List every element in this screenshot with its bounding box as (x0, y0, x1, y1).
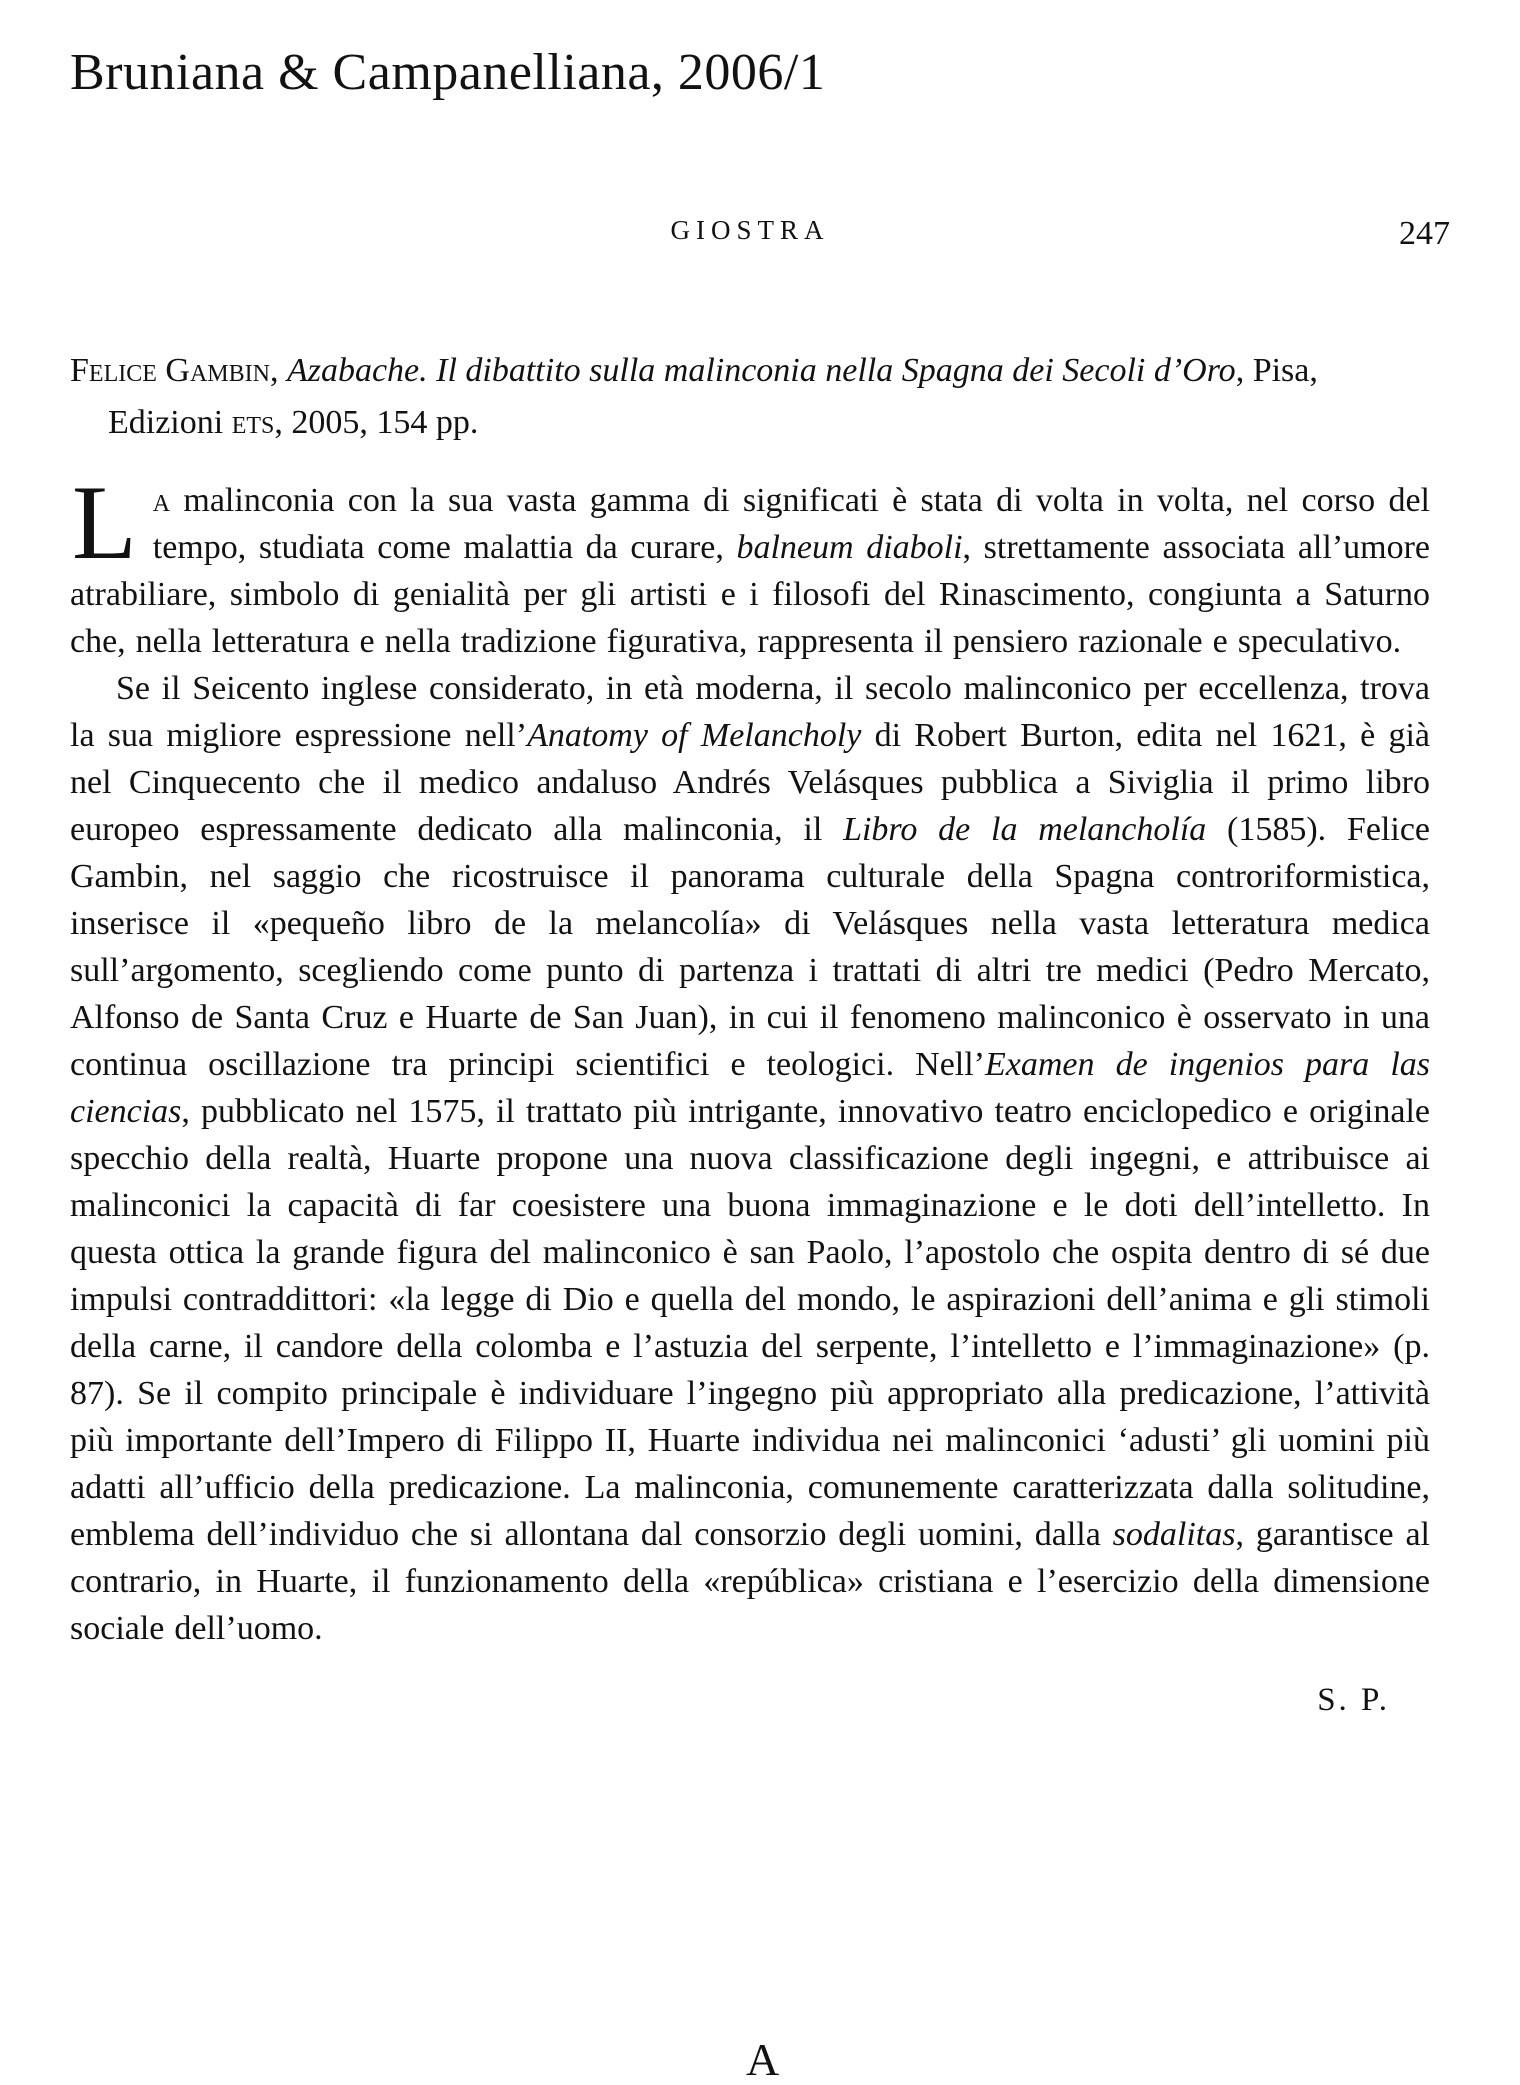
drop-cap: L (72, 464, 137, 582)
running-head: GIOSTRA (670, 215, 830, 246)
review-heading: Felice Gambin, Azabache. Il dibattito sulla malinconia nella Spagna dei Secoli d’Oro, Pisa, Edizioni ets, 2005, 154 pp. (70, 352, 1318, 442)
clipped-next-page-glyph: A (746, 2034, 780, 2085)
page-number: 247 (1399, 215, 1450, 253)
reviewer-initials: S. P. (1317, 1682, 1390, 1719)
volume-title: Bruniana & Campanelliana, 2006/1 (70, 44, 826, 101)
review-paragraph-main: Se il Seicento inglese considerato, in età moderna, il secolo malinconico per eccellenza, trova la sua migliore espressione nell’Anatomy of Melancholy di Robert Burton, edita nel 1621, è già nel Cinquecento che il medico andaluso Andrés Velásques pubblica a Siviglia il primo libro europeo espressamente dedicato alla malinconia, il Libro de la melancholía (1585). Felice Gambin, nel saggio che ricostruisce il panorama culturale della Spagna controriformistica, inserisce il «pequeño libro de la melancolía» di Velásques nella vasta letteratura medica sull’argomento, scegliendo come punto di partenza i trattati di altri tre medici (Pedro Mercato, Alfonso de Santa Cruz e Huarte de San Juan), in cui il fenomeno malinconico è osservato in una continua oscillazione tra principi scientifici e teologici. Nell’Examen de ingenios para las ciencias, pubblicato nel 1575, il trattato più intrigante, innovativo teatro enciclopedico e originale specchio della realtà, Huarte propone una nuova classificazione degli ingegni, e attribuisce ai malinconici la capacità di far coesistere una buona immaginazione e le doti dell’intelletto. In questa ottica la grande figura del malinconico è san Paolo, l’apostolo che ospita dentro di sé due impulsi contraddittori: «la legge di Dio e quella del mondo, le aspirazioni dell’anima e gli stimoli della carne, il candore della colomba e l’astuzia del serpente, l’intelletto e l’immaginazione» (p. 87). Se il compito principale è individuare l’ingegno più appropriato alla predicazione, l’attività più importante dell’Impero di Filippo II, Huarte individua nei malinconici ‘adusti’ gli uomini più adatti all’ufficio della predicazione. La malinconia, comunemente caratterizzata dalla solitudine, emblema dell’individuo che si allontana dal consorzio degli uomini, dalla sodalitas, garantisce al contrario, in Huarte, il funzionamento della «república» cristiana e l’esercizio della dimensione sociale dell’uomo. (70, 670, 1431, 1648)
page-header (70, 208, 1450, 253)
review-paragraph-opening (70, 464, 1430, 665)
paragraph-text: a malinconia con la sua vasta gamma di significati è stata di volta in volta, nel corso del tempo, studiata come malattia da curare, balneum diaboli, strettamente associata all’umore atrabiliare, simbolo di genialità per gli artisti e i filosofi del Rinascimento, congiunta a Saturno che, nella letteratura e nella tradizione figurativa, rappresenta il pensiero razionale e speculativo. (70, 482, 1430, 661)
